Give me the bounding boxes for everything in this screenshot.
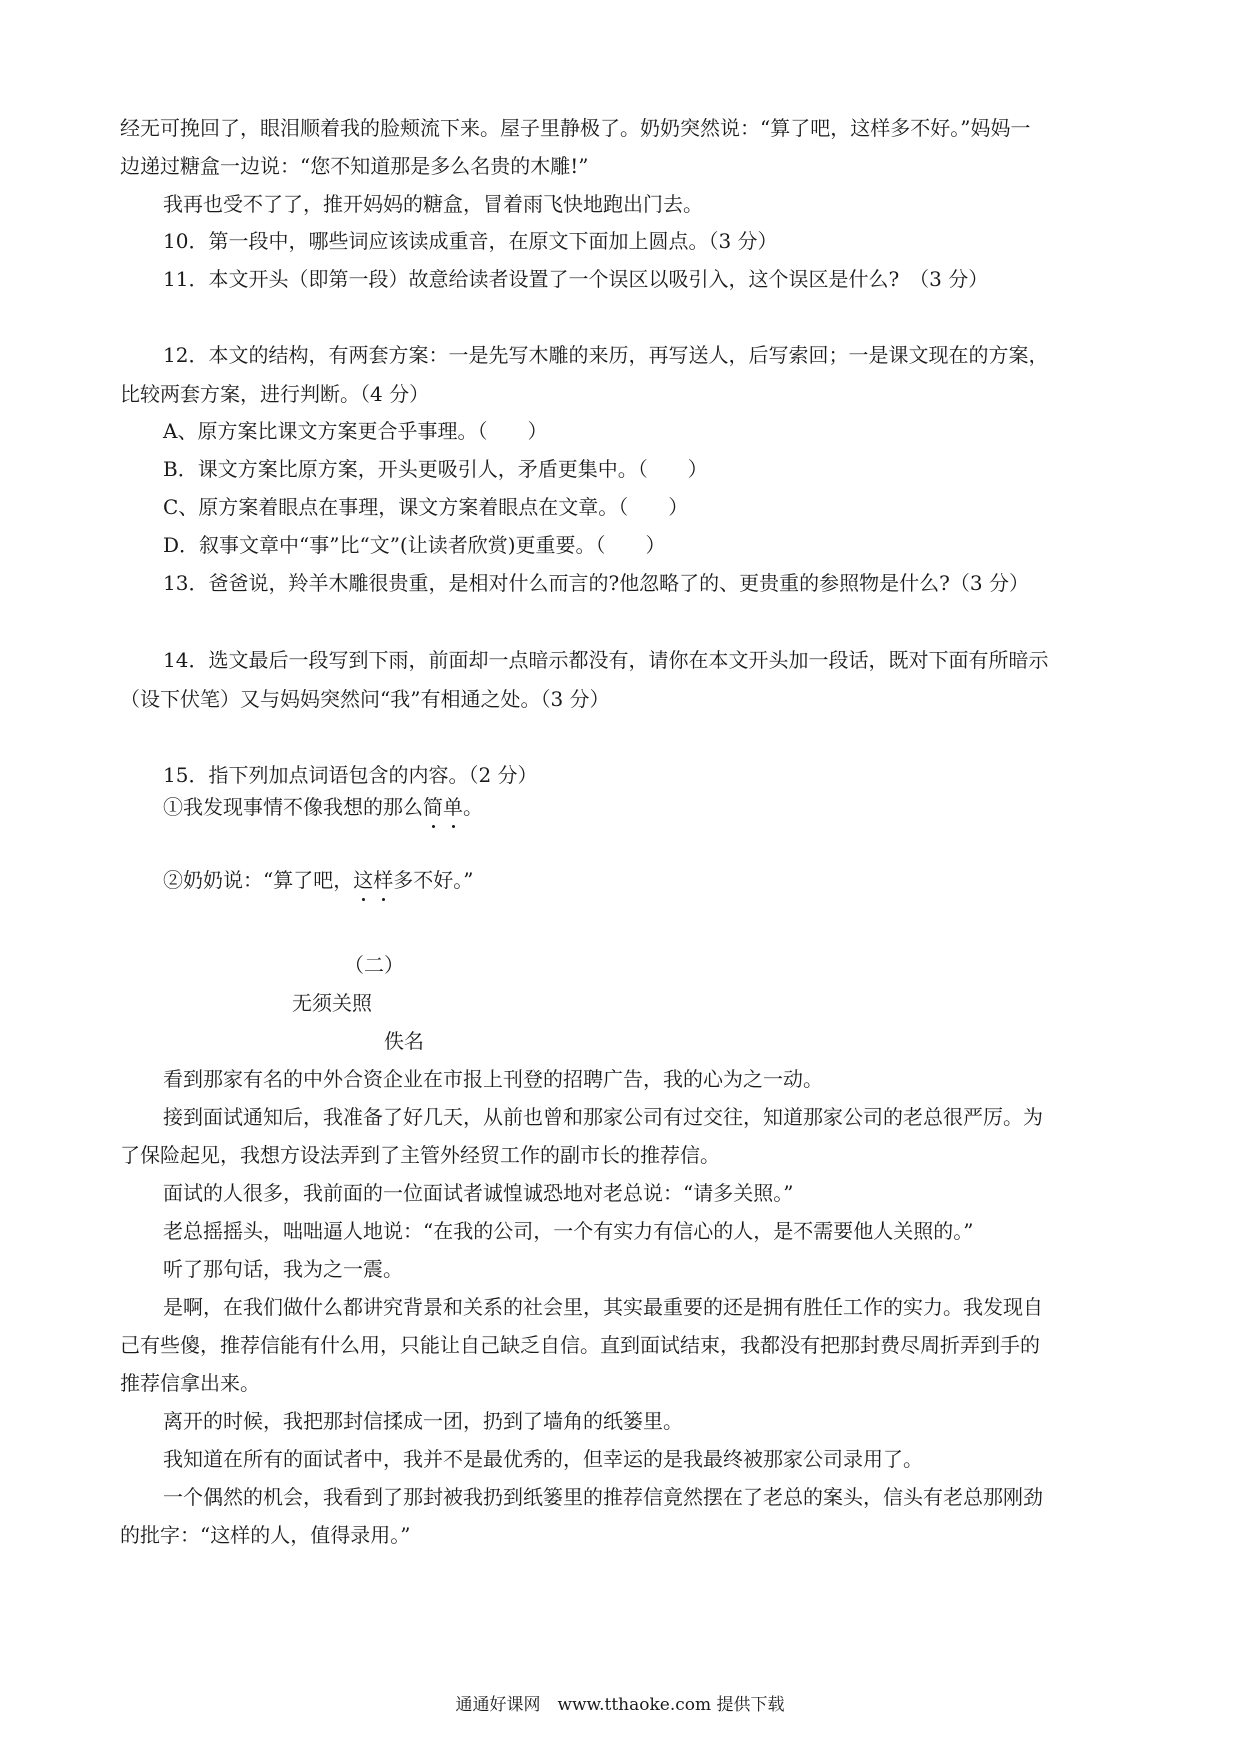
- story2-paragraph: 接到面试通知后，我准备了好几天，从前也曾和那家公司有过交往，知道那家公司的老总很严厉。为: [163, 1105, 1043, 1129]
- question-12-option-a: A、原方案比课文方案更合乎事理。（ ）: [163, 419, 548, 443]
- question-14-line1: 14．选文最后一段写到下雨，前面却一点暗示都没有，请你在本文开头加一段话，既对下面有所暗示: [163, 648, 1049, 672]
- question-15-item2: [163, 865, 1130, 895]
- story2-paragraph-cont: 推荐信拿出来。: [120, 1371, 260, 1395]
- q15-item1-end: 。: [463, 795, 483, 819]
- story2-paragraph: 是啊，在我们做什么都讲究背景和关系的社会里，其实最重要的还是拥有胜任工作的实力。我发现自: [163, 1295, 1043, 1319]
- story2-paragraph: 我知道在所有的面试者中，我并不是最优秀的，但幸运的是我最终被那家公司录用了。: [163, 1447, 923, 1471]
- question-12-option-b: B．课文方案比原方案，开头更吸引人，矛盾更集中。（ ）: [163, 457, 708, 481]
- page-footer: 通通好课网 www.tthaoke.com 提供下载: [455, 1695, 785, 1715]
- question-12-line1: 12．本文的结构，有两套方案：一是先写木雕的来历，再写送人，后写索回；一是课文现在的方案，: [163, 343, 1049, 367]
- story2-paragraph: 一个偶然的机会，我看到了那封被我扔到纸篓里的推荐信竟然摆在了老总的案头，信头有老总那刚劲: [163, 1485, 1043, 1509]
- story2-paragraph: 听了那句话，我为之一震。: [163, 1257, 403, 1281]
- story1-paragraph1-line2: 边递过糖盒一边说：“您不知道那是多么名贵的木雕!”: [120, 154, 589, 178]
- story-author: 佚名: [384, 1029, 424, 1053]
- story1-paragraph2: 我再也受不了了，推开妈妈的糖盒，冒着雨飞快地跑出门去。: [163, 192, 703, 216]
- q15-item2-dotted-char1: 这: [353, 865, 373, 895]
- question-12-option-c: C、原方案着眼点在事理，课文方案着眼点在文章。（ ）: [163, 495, 689, 519]
- question-15: 15．指下列加点词语包含的内容。（2 分）: [163, 763, 538, 787]
- q15-item2-end: 多不好。”: [393, 868, 474, 892]
- question-11: 11．本文开头（即第一段）故意给读者设置了一个误区以吸引入，这个误区是什么? （3 分）: [163, 267, 989, 291]
- story2-paragraph: 离开的时候，我把那封信揉成一团，扔到了墙角的纸篓里。: [163, 1409, 683, 1433]
- story2-paragraph-cont: 了保险起见，我想方设法弄到了主管外经贸工作的副市长的推荐信。: [120, 1143, 720, 1167]
- q15-item1-text: ①我发现事情不像我想的那么: [163, 795, 423, 819]
- story2-paragraph: 老总摇摇头，咄咄逼人地说：“在我的公司，一个有实力有信心的人，是不需要他人关照的。”: [163, 1219, 974, 1243]
- story-title: 无须关照: [292, 991, 372, 1015]
- question-15-item1: [163, 792, 1130, 822]
- q15-item2-text: ②奶奶说：“算了吧，: [163, 868, 354, 892]
- story2-paragraph-cont: 己有些傻，推荐信能有什么用，只能让自己缺乏自信。直到面试结束，我都没有把那封费尽周折弄到手的: [120, 1333, 1040, 1357]
- question-13: 13．爸爸说，羚羊木雕很贵重，是相对什么而言的?他忽略了的、更贵重的参照物是什么?（3 分）: [163, 571, 1029, 595]
- story2-paragraph: 面试的人很多，我前面的一位面试者诚惶诚恐地对老总说：“请多关照。”: [163, 1181, 794, 1205]
- q15-item1-dotted-char2: 单: [443, 792, 463, 822]
- story2-paragraph-cont: 的批字：“这样的人，值得录用。”: [120, 1523, 411, 1547]
- story2-paragraph: 看到那家有名的中外合资企业在市报上刊登的招聘广告，我的心为之一动。: [163, 1067, 823, 1091]
- question-10: 10．第一段中，哪些词应该读成重音，在原文下面加上圆点。（3 分）: [163, 229, 778, 253]
- story1-paragraph1-line1: 经无可挽回了，眼泪顺着我的脸颊流下来。屋子里静极了。奶奶突然说：“算了吧，这样多不好。”妈妈一: [120, 116, 1031, 140]
- question-14-line2: （设下伏笔）又与妈妈突然问“我”有相通之处。（3 分）: [120, 687, 610, 711]
- question-12-option-d: D．叙事文章中“事”比“文”(让读者欣赏)更重要。（ ）: [163, 533, 666, 557]
- q15-item1-dotted-char1: 简: [423, 792, 443, 822]
- section-label: （二）: [344, 953, 404, 977]
- q15-item2-dotted-char2: 样: [373, 865, 393, 895]
- question-12-line2: 比较两套方案，进行判断。（4 分）: [120, 382, 430, 406]
